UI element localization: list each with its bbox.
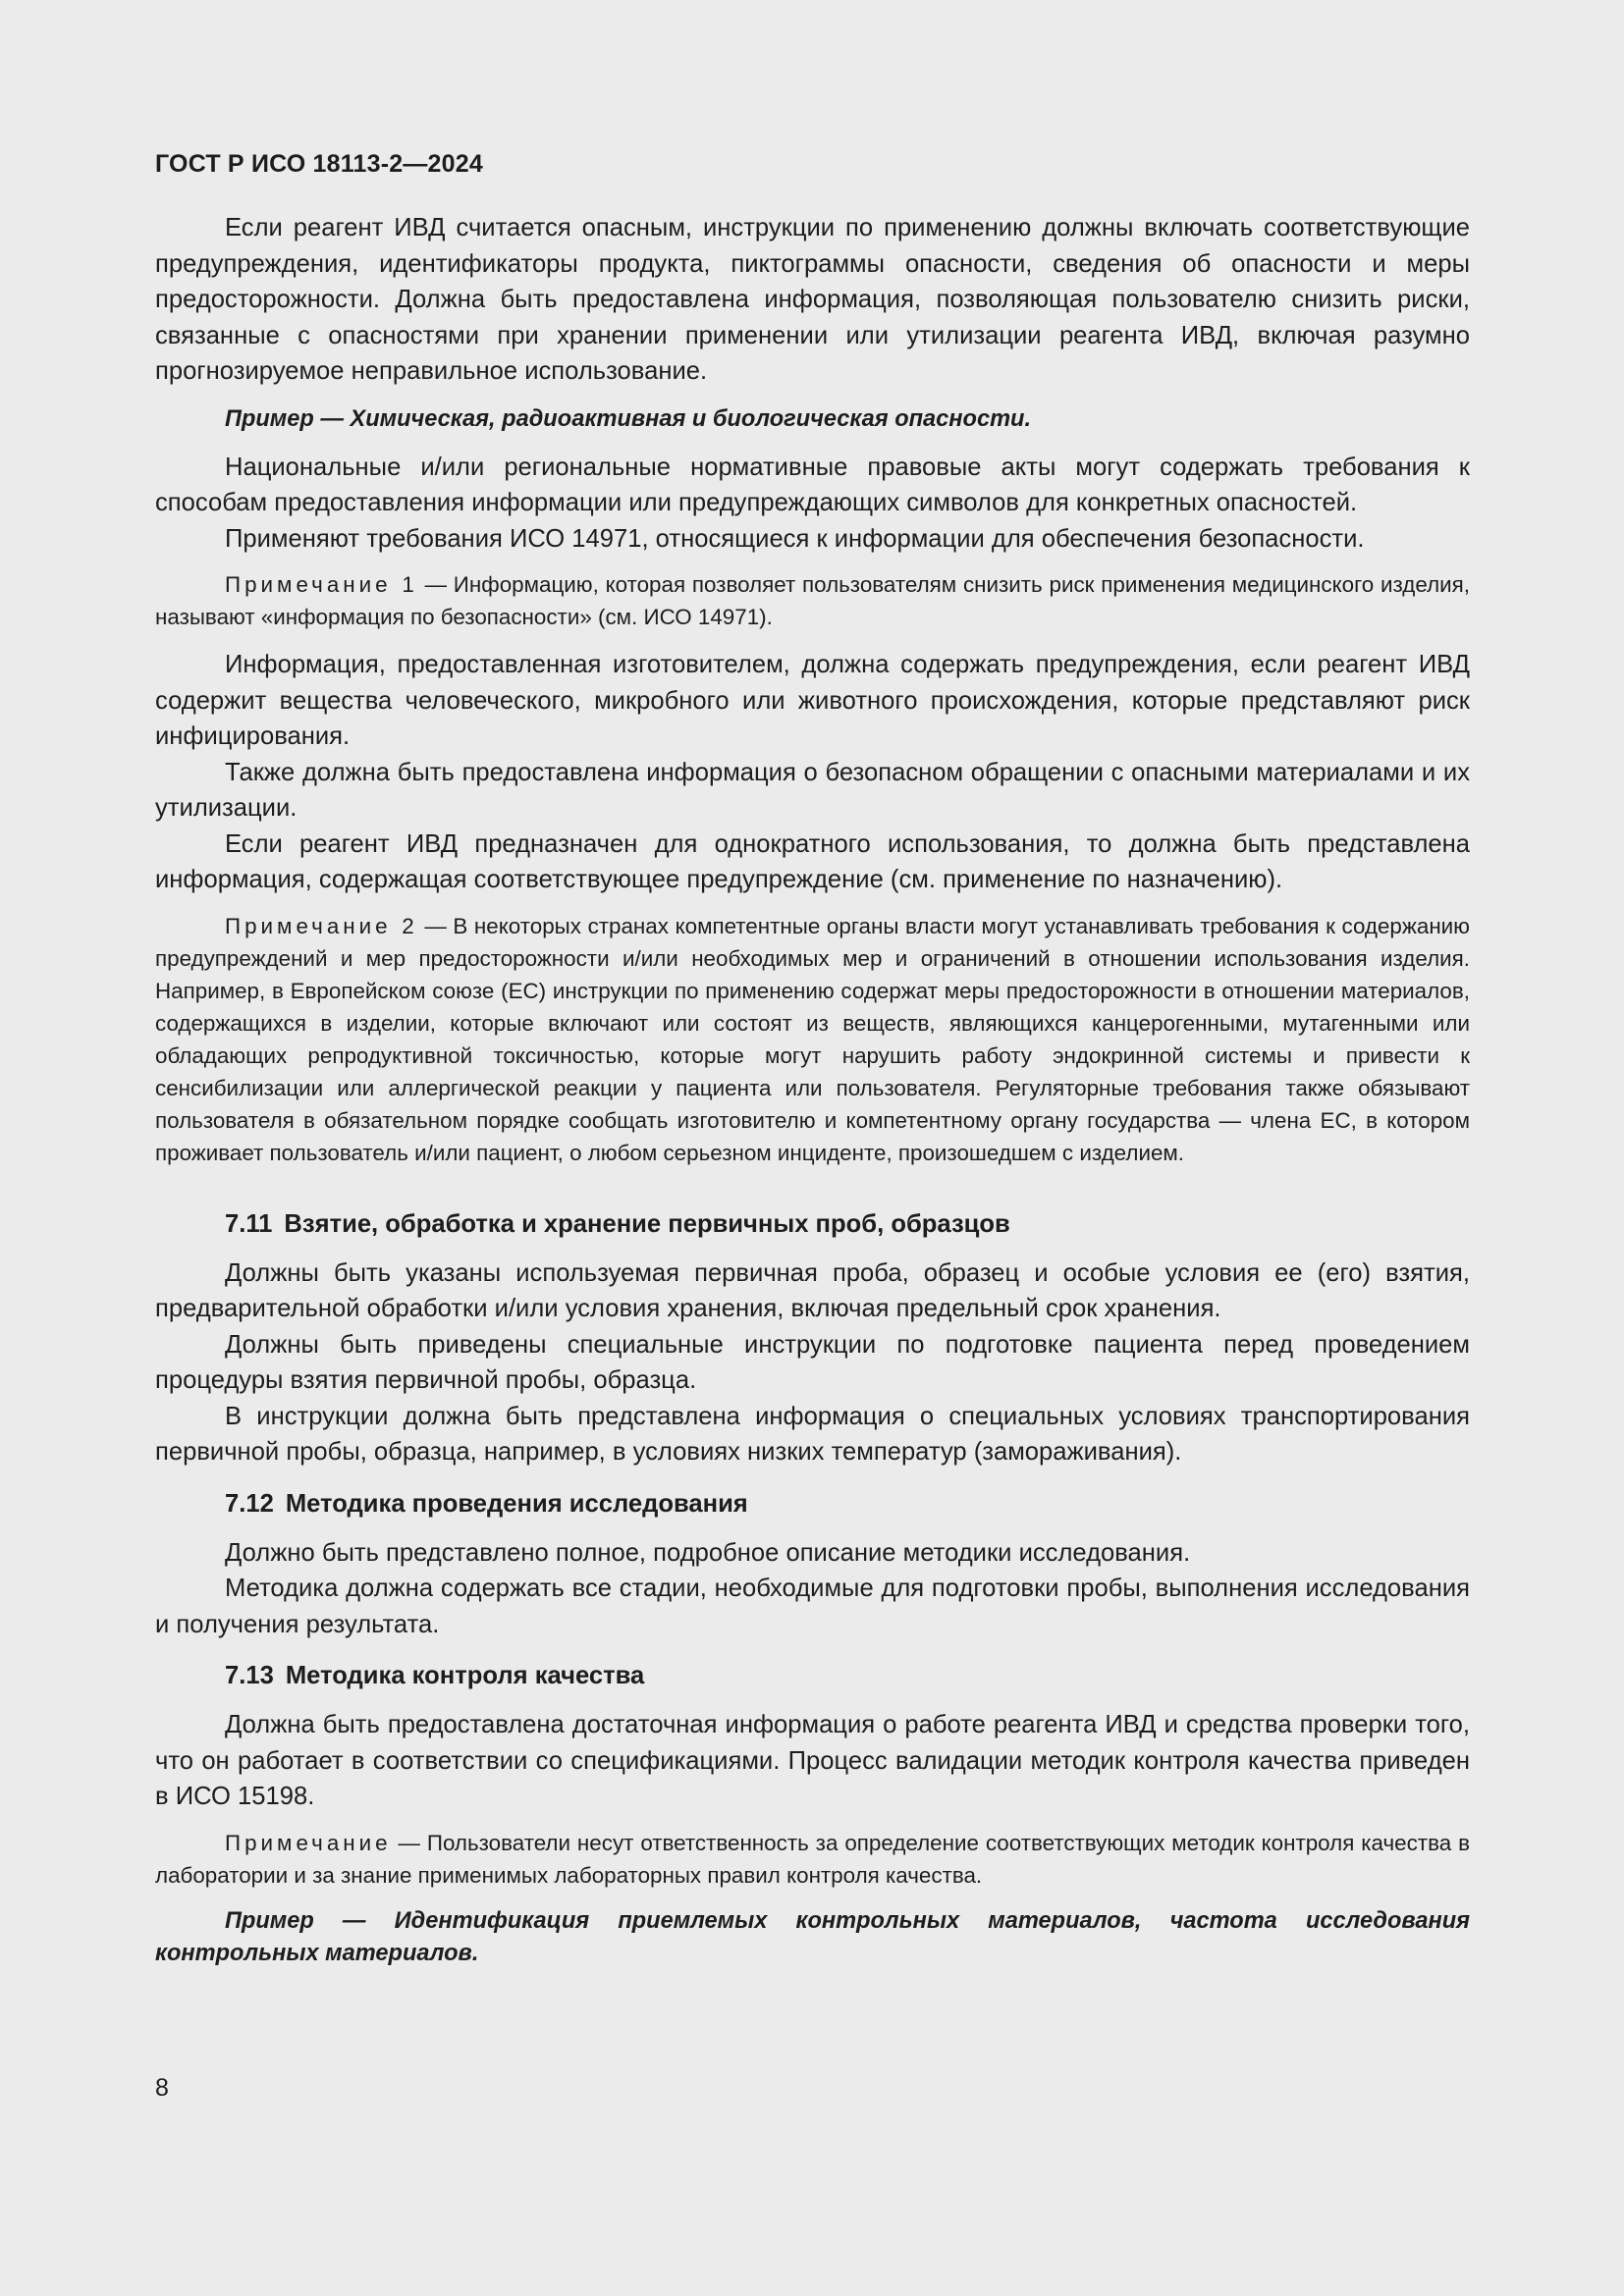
document-header: ГОСТ Р ИСО 18113-2—2024 bbox=[155, 150, 483, 178]
paragraph-patient-preparation: Должны быть приведены специальные инструкции по подготовке пациента перед проведением процедуры взятия первичной пробы, образца. bbox=[155, 1330, 1470, 1394]
paragraph-single-use: Если реагент ИВД предназначен для однократного использования, то должна быть представлена информация, содержащая соответствующее предупреждение (см. применение по назначению). bbox=[155, 829, 1470, 893]
paragraph-safe-handling: Также должна быть предоставлена информация о безопасном обращении с опасными материалами и их утилизации. bbox=[155, 758, 1470, 822]
note-3-text: — Пользователи несут ответственность за определение соответствующих методик контроля качества в лаборатории и за знание применимых лабораторных правил контроля качества. bbox=[155, 1830, 1470, 1888]
section-title: Методика проведения исследования bbox=[285, 1489, 748, 1518]
section-number: 7.11 bbox=[225, 1209, 273, 1238]
example-hazards: Пример — Химическая, радиоактивная и биологическая опасности. bbox=[225, 405, 1032, 432]
paragraph-primary-sample: Должны быть указаны используемая первичная проба, образец и особые условия ее (его) взятия, предварительной обработки и/или условия хранения, включая предельный срок хранения. bbox=[155, 1258, 1470, 1322]
paragraph-transport-conditions: В инструкции должна быть представлена информация о специальных условиях транспортирования первичной пробы, образца, например, в условиях низких температур (замораживания). bbox=[155, 1402, 1470, 1466]
note-3-label: Примечание bbox=[225, 1830, 392, 1855]
example-control-materials: Пример — Идентификация приемлемых контрольных материалов, частота исследования контрольных материалов. bbox=[155, 1907, 1470, 1966]
paragraph-method-description: Должно быть представлено полное, подробное описание методики исследования. bbox=[225, 1538, 1191, 1567]
note-3 bbox=[155, 1827, 1470, 1892]
section-title: Взятие, обработка и хранение первичных проб, образцов bbox=[284, 1209, 1010, 1238]
paragraph-infection-risk: Информация, предоставленная изготовителем, должна содержать предупреждения, если реагент ИВД содержит вещества человеческого, микробного или животного происхождения, которые представляют риск инфицирования. bbox=[155, 651, 1470, 750]
note-2-label: Примечание 2 bbox=[225, 913, 418, 938]
note-1 bbox=[155, 568, 1470, 633]
section-number: 7.12 bbox=[225, 1489, 274, 1518]
section-heading-7-11 bbox=[155, 1206, 1470, 1242]
section-heading-7-13 bbox=[155, 1658, 1470, 1693]
page-number: 8 bbox=[155, 2074, 169, 2102]
note-2 bbox=[155, 910, 1470, 1169]
paragraph-iso-14971: Применяют требования ИСО 14971, относящиеся к информации для обеспечения безопасности. bbox=[225, 524, 1365, 553]
section-heading-7-12 bbox=[155, 1486, 1470, 1522]
note-2-text: — В некоторых странах компетентные органы власти могут устанавливать требования к содержанию предупреждений и мер предосторожности и/или необходимых мер и ограничений в отношении использования изделия. Например, в Европейском союзе (ЕС) инструкции по применению содержат меры предосторожности в отношении материалов, содержащихся в изделии, которые включают или состоят из веществ, являющихся канцерогенными, мутагенными или обладающих репродуктивной токсичностью, которые могут нарушить работу эндокринной системы и привести к сенсибилизации или аллергической реакции у пациента или пользователя. Регуляторные требования также обязывают пользователя в обязательном порядке сообщать изготовителю и компетентному органу государства — члена ЕС, в котором проживает пользователь и/или пациент, о любом серьезном инциденте, произошедшем с изделием. bbox=[155, 913, 1470, 1165]
note-1-label: Примечание 1 bbox=[225, 572, 418, 597]
section-title: Методика контроля качества bbox=[285, 1662, 645, 1689]
paragraph-hazard-instructions: Если реагент ИВД считается опасным, инструкции по применению должны включать соответствующие предупреждения, идентификаторы продукта, пиктограммы опасности, сведения об опасности и меры предосторожности. Должна быть предоставлена информация, позволяющая пользователю снизить риски, связанные с опасностями при хранении применении или утилизации реагента ИВД, включая разумно прогнозируемое неправильное использование. bbox=[155, 214, 1470, 385]
note-1-text: — Информацию, которая позволяет пользователям снизить риск применения медицинского изделия, называют «информация по безопасности» (см. ИСО 14971). bbox=[155, 572, 1470, 629]
paragraph-method-stages: Методика должна содержать все стадии, необходимые для подготовки пробы, выполнения исследования и получения результата. bbox=[155, 1575, 1470, 1638]
paragraph-quality-control: Должна быть предоставлена достаточная информация о работе реагента ИВД и средства проверки того, что он работает в соответствии со спецификациями. Процесс валидации методик контроля качества приведен в ИСО 15198. bbox=[155, 1711, 1470, 1810]
paragraph-regional-acts: Национальные и/или региональные нормативные правовые акты могут содержать требования к способам предоставления информации или предупреждающих символов для конкретных опасностей. bbox=[155, 453, 1470, 516]
section-number: 7.13 bbox=[225, 1662, 274, 1689]
